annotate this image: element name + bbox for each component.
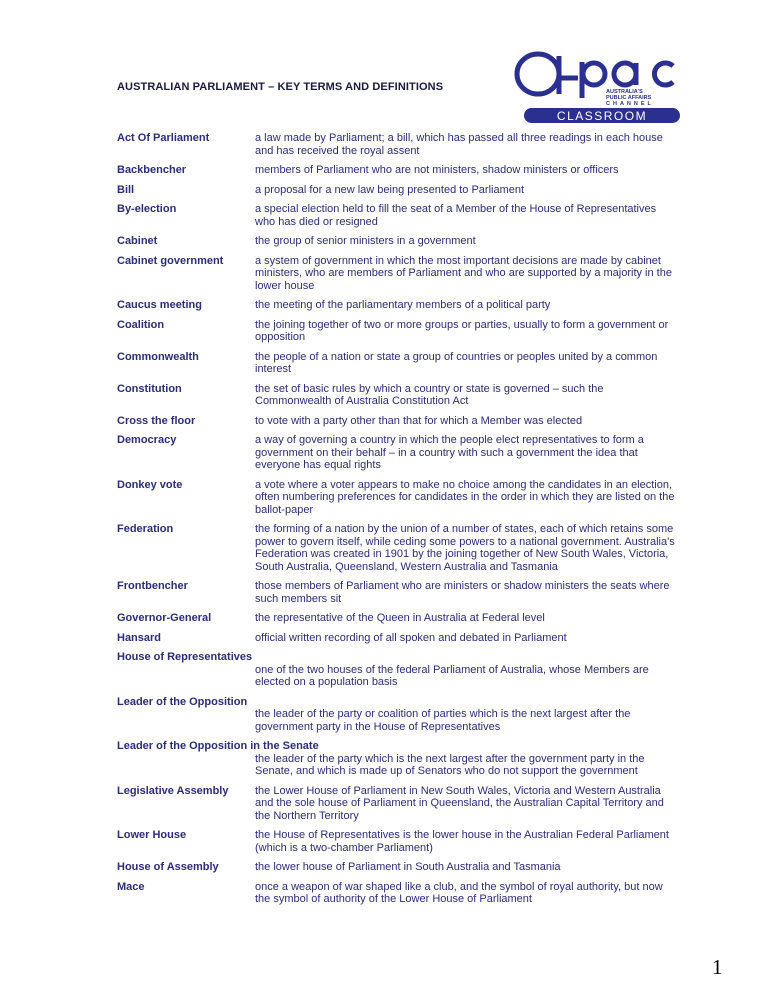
- glossary-entry: [117, 881, 677, 906]
- glossary-definition: the forming of a nation by the union of a number of states, each of which retains some power to govern itself, while ceding some powers to a national government. Australia's Federation was created in 1901 by the joining together of New South Wales, Victoria, South Australia, Queensland, Western Australia and Tasmania: [255, 523, 675, 573]
- glossary-definition: one of the two houses of the federal Parliament of Australia, whose Members are elected on a population basis: [255, 663, 649, 688]
- glossary-term: House of Representatives: [117, 651, 253, 663]
- glossary-entry: [117, 235, 677, 248]
- glossary-term: Lower House: [117, 829, 187, 841]
- glossary-entry: [117, 740, 677, 778]
- glossary-term: Cabinet: [117, 235, 158, 247]
- glossary-entry: [117, 829, 677, 854]
- glossary-term: Constitution: [117, 382, 182, 395]
- glossary-term: Cross the floor: [117, 414, 196, 427]
- glossary-definition: official written recording of all spoken and debated in Parliament: [255, 631, 567, 644]
- glossary-entry: [117, 479, 677, 517]
- glossary-list: [117, 132, 677, 913]
- svg-text:AUSTRALIA'S: AUSTRALIA'S: [606, 89, 643, 95]
- glossary-term: Leader of the Opposition: [117, 695, 248, 708]
- glossary-term: Democracy: [117, 434, 177, 446]
- glossary-term: By-election: [117, 203, 177, 215]
- glossary-entry: [117, 255, 677, 293]
- glossary-definition: to vote with a party other than that for which a Member was elected: [255, 414, 583, 427]
- glossary-term: Frontbencher: [117, 580, 188, 592]
- glossary-definition: the representative of the Queen in Australia at Federal level: [255, 612, 545, 624]
- glossary-term: Hansard: [117, 631, 162, 644]
- glossary-definition: the set of basic rules by which a country or state is governed – such the Commonwealth of Australia Constitution Act: [255, 382, 604, 407]
- glossary-entry: [117, 632, 677, 645]
- glossary-term: Legislative Assembly: [117, 784, 229, 797]
- glossary-definition: a proposal for a new law being presented to Parliament: [255, 183, 525, 196]
- glossary-definition: the lower house of Parliament in South Australia and Tasmania: [255, 861, 561, 873]
- glossary-definition: a law made by Parliament; a bill, which has passed all three readings in each house and has received the royal assent: [255, 132, 663, 157]
- glossary-term: Leader of the Opposition in the Senate: [117, 740, 319, 752]
- glossary-term: Caucus meeting: [117, 299, 202, 311]
- glossary-entry: [117, 785, 677, 823]
- glossary-term: Act Of Parliament: [117, 132, 210, 144]
- glossary-definition: a way of governing a country in which the people elect representatives to form a government on their behalf – in a country with such a government the idea that everyone has equal rights: [255, 434, 644, 471]
- glossary-definition: the House of Representatives is the lower house in the Australian Federal Parliament (which is a two-chamber Parliament): [255, 829, 669, 854]
- glossary-entry: [117, 203, 677, 228]
- glossary-entry: [117, 612, 677, 625]
- glossary-entry: [117, 351, 677, 376]
- svg-text:PUBLIC AFFAIRS: PUBLIC AFFAIRS: [606, 95, 652, 101]
- glossary-definition: a special election held to fill the seat of a Member of the House of Representatives who has died or resigned: [255, 203, 657, 228]
- glossary-entry: [117, 383, 677, 408]
- glossary-definition: the people of a nation or state a group of countries or peoples united by a common interest: [255, 350, 658, 375]
- glossary-definition: a vote where a voter appears to make no choice among the candidates in an election, often numbering preferences for candidates in the order in which they are listed on the ballot-paper: [255, 478, 675, 516]
- glossary-entry: [117, 319, 677, 344]
- glossary-definition: members of Parliament who are not ministers, shadow ministers or officers: [255, 164, 619, 176]
- glossary-definition: the joining together of two or more groups or parties, usually to form a government or opposition: [255, 318, 669, 343]
- glossary-entry: [117, 415, 677, 428]
- glossary-term: House of Assembly: [117, 861, 219, 873]
- glossary-entry: [117, 164, 677, 177]
- glossary-definition: the leader of the party which is the next largest after the government party in the Senate, and which is made up of Senators who do not support the government: [255, 752, 645, 777]
- glossary-definition: the group of senior ministers in a government: [255, 235, 476, 247]
- glossary-definition: once a weapon of war shaped like a club, and the symbol of royal authority, but now the symbol of authority of the Lower House of Parliament: [255, 880, 663, 905]
- document-title: AUSTRALIAN PARLIAMENT – KEY TERMS AND DEFINITIONS: [117, 81, 444, 93]
- glossary-term: Cabinet government: [117, 254, 224, 267]
- glossary-definition: those members of Parliament who are ministers or shadow ministers the seats where such members sit: [255, 580, 670, 605]
- glossary-definition: a system of government in which the most important decisions are made by cabinet ministers, who are members of Parliament and who are supported by a majority in the lower house: [255, 254, 672, 292]
- glossary-entry: [117, 299, 677, 312]
- glossary-entry: [117, 861, 677, 874]
- glossary-entry: [117, 434, 677, 472]
- glossary-term: Bill: [117, 183, 135, 196]
- glossary-entry: [117, 132, 677, 157]
- svg-text:CLASSROOM: CLASSROOM: [556, 109, 648, 123]
- glossary-term: Donkey vote: [117, 478, 183, 491]
- glossary-entry: [117, 184, 677, 197]
- glossary-definition: the meeting of the parliamentary members of a political party: [255, 299, 551, 311]
- glossary-definition: the leader of the party or coalition of parties which is the next largest after the government party in the House of Representatives: [255, 708, 631, 733]
- glossary-entry: [117, 580, 677, 605]
- glossary-term: Backbencher: [117, 164, 187, 176]
- glossary-term: Commonwealth: [117, 350, 199, 363]
- apac-classroom-logo: [512, 48, 688, 124]
- glossary-term: Governor-General: [117, 612, 212, 624]
- glossary-term: Federation: [117, 523, 174, 535]
- glossary-entry: [117, 696, 677, 734]
- glossary-term: Coalition: [117, 318, 165, 331]
- glossary-term: Mace: [117, 880, 145, 893]
- page-number: 1: [712, 955, 723, 979]
- glossary-entry: [117, 651, 677, 689]
- glossary-definition: the Lower House of Parliament in New South Wales, Victoria and Western Australia and the sole house of Parliament in Queensland, the Australian Capital Territory and the Northern Territory: [255, 784, 664, 822]
- glossary-entry: [117, 523, 677, 573]
- svg-text:CHANNEL: CHANNEL: [606, 101, 654, 107]
